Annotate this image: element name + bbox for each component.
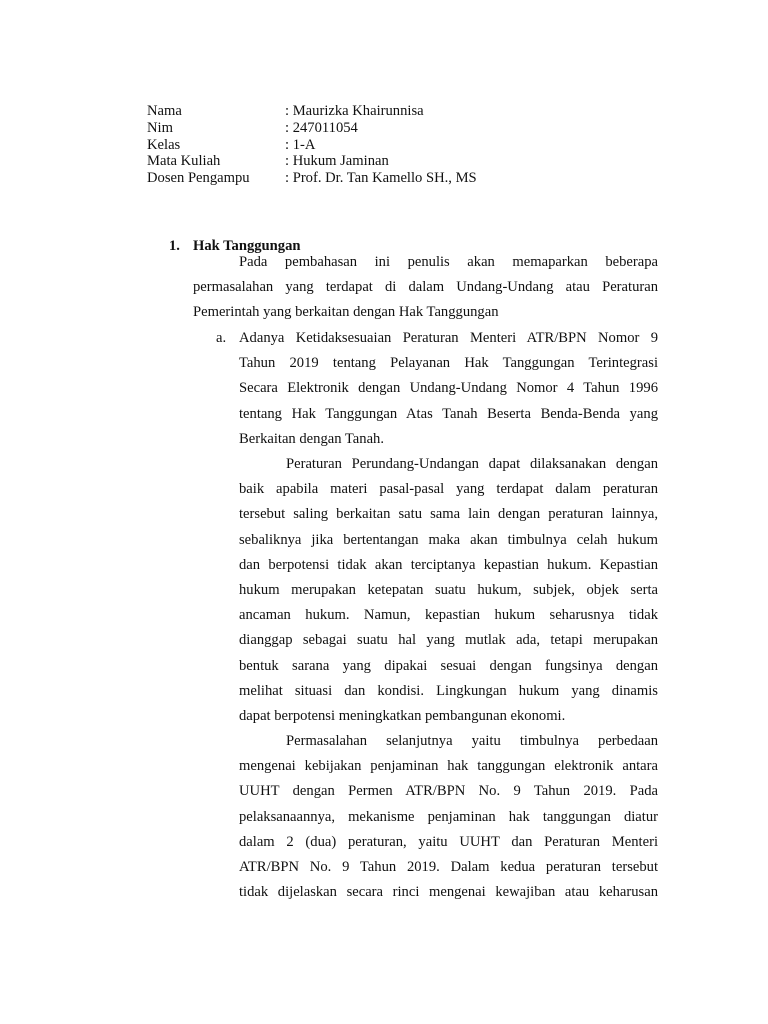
paragraph-line: Berkaitan dengan Tanah. [239, 430, 384, 447]
identity-label: Nama [147, 103, 182, 119]
paragraph-line: Permasalahan selanjutnya yaitu timbulnya perbedaan [286, 733, 658, 749]
paragraph-line: dianggap sebagai suatu hal yang mutlak ada, tetapi merupakan [239, 632, 658, 649]
paragraph-line: pelaksanaannya, mekanisme penjaminan hak tanggungan diatur [239, 808, 658, 825]
paragraph-line: Peraturan Perundang-Undangan dapat dilaksanakan dengan [286, 456, 658, 472]
paragraph-line: hukum merupakan ketepatan suatu hukum, subjek, objek serta [239, 581, 658, 598]
paragraph-line: Pemerintah yang berkaitan dengan Hak Tanggungan [193, 304, 499, 321]
identity-row-nama [147, 103, 477, 120]
paragraph-line: sebaliknya jika bertentangan maka akan timbulnya celah hukum [239, 531, 658, 548]
intro-paragraph [193, 250, 658, 326]
subsection-marker: a. [216, 330, 227, 346]
paragraph-line: Secara Elektronik dengan Undang-Undang Nomor 4 Tahun 1996 [239, 380, 658, 397]
identity-label: Mata Kuliah [147, 153, 221, 170]
paragraph-line: UUHT dengan Permen ATR/BPN No. 9 Tahun 2019. Pada [239, 783, 658, 800]
section-number: 1. [169, 238, 180, 254]
identity-label: Kelas [147, 136, 181, 153]
paragraph-line: ancaman hukum. Namun, kepastian hukum seharusnya tidak [239, 607, 658, 624]
body-paragraph-1 [239, 452, 658, 729]
paragraph-line: tersebut saling berkaitan satu sama lain dengan peraturan lainnya, [239, 506, 658, 523]
identity-value: : 247011054 [285, 119, 358, 136]
paragraph-line: dalam 2 (dua) peraturan, yaitu UUHT dan Peraturan Menteri [239, 833, 658, 850]
identity-row-mata-kuliah [147, 153, 477, 170]
identity-value: : Hukum Jaminan [285, 153, 389, 170]
paragraph-line: tidak dijelaskan secara rinci mengenai kewajiban atau keharusan [239, 884, 658, 901]
paragraph-line: dapat berpotensi meningkatkan pembangunan ekonomi. [239, 707, 566, 724]
paragraph-line: Tahun 2019 tentang Pelayanan Hak Tanggungan Terintegrasi [239, 355, 658, 372]
identity-label: Dosen Pengampu [147, 170, 250, 187]
section-title: Hak Tanggungan [193, 238, 301, 254]
paragraph-line: dan berpotensi tidak akan terciptanya kepastian hukum. Kepastian [239, 556, 658, 573]
identity-row-nim [147, 120, 477, 137]
paragraph-line: tentang Hak Tanggungan Atas Tanah Beserta Benda-Benda yang [239, 405, 658, 422]
paragraph-line: permasalahan yang terdapat di dalam Undang-Undang atau Peraturan [193, 279, 658, 296]
identity-block [147, 103, 477, 187]
body-paragraph-2 [239, 729, 658, 905]
paragraph-line: ATR/BPN No. 9 Tahun 2019. Dalam kedua peraturan tersebut [239, 858, 658, 875]
paragraph-line: melihat situasi dan kondisi. Lingkungan hukum yang dinamis [239, 682, 658, 699]
identity-value: : 1-A [285, 136, 316, 153]
paragraph-line: Pada pembahasan ini penulis akan memaparkan beberapa [239, 254, 658, 270]
paragraph-line: mengenai kebijakan penjaminan hak tanggungan elektronik antara [239, 758, 658, 775]
paragraph-line: baik apabila materi pasal-pasal yang terdapat dalam peraturan [239, 481, 658, 498]
identity-value: : Prof. Dr. Tan Kamello SH., MS [285, 170, 477, 187]
identity-value: : Maurizka Khairunnisa [285, 103, 424, 119]
paragraph-line: bentuk sarana yang dipakai sesuai dengan fungsinya dengan [239, 657, 658, 674]
identity-row-dosen-pengampu [147, 170, 477, 187]
identity-label: Nim [147, 119, 173, 136]
identity-row-kelas [147, 137, 477, 154]
subsection-title [239, 326, 658, 452]
paragraph-line: Adanya Ketidaksesuaian Peraturan Menteri ATR/BPN Nomor 9 [239, 330, 658, 346]
